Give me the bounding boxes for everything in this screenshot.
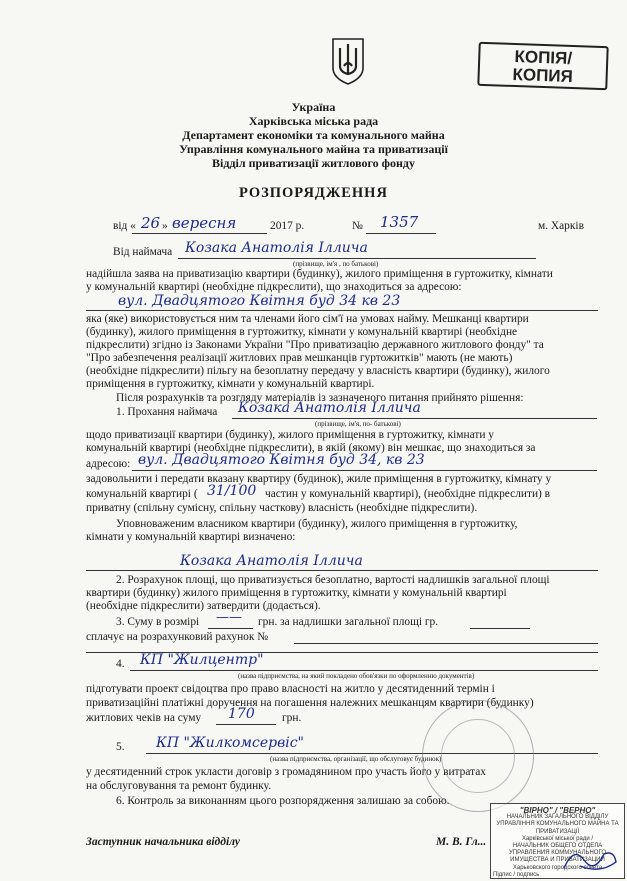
order-year: 2017 р.	[270, 220, 305, 232]
decision-intro: Після розрахунків та розгляду матеріалів із зазначеного питання прийнято рішення:	[116, 392, 524, 404]
verified-stamp-line3: Харківської міської ради /	[521, 835, 594, 842]
verified-stamp-line2: УПРАВЛІННЯ КОМУНАЛЬНОГО МАЙНА ТА ПРИВАТИЗАЦІЇ	[496, 821, 619, 835]
signature-position: Заступник начальника відділу	[86, 836, 241, 848]
para1-line1: надійшла заява на приватизацію квартири (будинку), жилого приміщення в гуртожитку, кімнати	[86, 268, 553, 280]
item1-addr-label: адресою:	[86, 458, 131, 470]
para2-line4: "Про забезпечення реалізації житлових прав мешканців гуртожитків" мають (не мають)	[86, 352, 513, 364]
item1-line1: щодо приватизації квартири (будинку), жилого приміщення в гуртожитку, кімнати у	[86, 429, 494, 441]
item3-hand: ——	[216, 610, 242, 625]
item1-line2: комунальній квартирі (необхідне підкреслити), в якій (якому) він мешкає, що знаходиться за	[86, 442, 536, 454]
para2-line1: яка (яке) використовується ним та членами його сім'ї на умовах найму. Мешканці квартири	[86, 313, 529, 325]
item1-share: 31/100	[207, 483, 257, 499]
item5-line2: на обслуговування та ремонт будинку.	[86, 780, 271, 792]
header-management: Управління комунального майна та приватизації	[179, 142, 448, 156]
owner-line1: Уповноваженим власником квартири (будинку), жилого приміщення в гуртожитку,	[116, 518, 518, 530]
owner-name: Козака Анатолія Іллича	[180, 553, 363, 569]
item3-line2: сплачує на розрахунковий рахунок №	[86, 631, 269, 643]
item5-hand: КП "Жилкомсервіс"	[156, 735, 304, 751]
item4-sum-pre: житлових чеків на суму	[86, 712, 202, 724]
order-number-label: №	[352, 220, 363, 232]
item4-line2: приватизаційні платіжні доручення на погашення належних мешканцям квартири (будинку)	[86, 697, 534, 709]
from-caption: (прізвище, ім'я , по батькові)	[293, 260, 379, 268]
handwritten-signature-icon	[560, 840, 620, 876]
item1-line3: задовольнити і передати вказану квартиру (будинок), жиле приміщення в гуртожитку, кімнату у	[86, 473, 552, 485]
verified-stamp-line7: Підпис / подпись	[493, 871, 540, 878]
item4-line1: підготувати проект свідоцтва про право власності на житло у десятиденний термін і	[86, 683, 495, 695]
item5-line1: у десятиденний строк укласти договір з громадянином про участь його у витратах	[86, 766, 486, 778]
item2-line2: квартири (будинку) жилого приміщення в гуртожитку, кімнати у комунальній квартирі	[86, 587, 507, 599]
order-day: 26	[141, 214, 161, 232]
header-country: Україна	[291, 100, 336, 114]
verified-stamp-line5: УПРАВЛЕНИЯ КОММУНАЛЬНОГО ИМУЩЕСТВА И ПРИВАТИЗАЦИИ	[508, 850, 607, 864]
copy-stamp	[477, 42, 608, 91]
round-seal	[422, 700, 534, 812]
item4-num: 4.	[116, 658, 125, 670]
order-date-mid: »	[162, 220, 168, 232]
from-name: Козака Анатолія Іллича	[185, 240, 368, 256]
item1-name: Козака Анатолія Іллича	[238, 400, 421, 416]
item1-share-post: частин у комунальній квартирі), (необхідне підкреслити) в	[265, 488, 551, 500]
owner-line2: кімнати у комунальній квартирі визначено:	[86, 531, 296, 543]
header-council: Харківська міська рада	[248, 114, 379, 128]
item4-sum: 170	[228, 706, 255, 722]
item3-post: грн. за надлишки загальної площі гр.	[258, 616, 439, 628]
para2-line3: підкреслити) згідно із Законами України "Про приватизацію державного житлового фонду" та	[86, 339, 544, 351]
header-department: Департамент економіки та комунального майна	[182, 128, 445, 142]
item1-caption: (прізвище, ім'я, по- батькові)	[315, 420, 401, 428]
item3-pre: 3. Суму в розмірі	[116, 616, 200, 628]
verified-stamp-title: "ВІРНО" / "ВЕРНО"	[519, 806, 596, 815]
item1-line4: приватну (спільну сумісну, спільну часткову) власність (необхідне підкреслити).	[86, 502, 478, 514]
copy-stamp-line2: КОПИЯ	[512, 64, 574, 87]
from-label: Від наймача	[113, 246, 173, 258]
item1-share-pre: комунальній квартирі (	[86, 488, 198, 500]
item1-addr: вул. Двадцятого Квітня буд 34, кв 23	[138, 452, 425, 468]
order-date-prefix: від «	[113, 220, 136, 232]
item4-hand: КП "Жилцентр"	[140, 652, 264, 668]
para2-line5: (необхідне підкреслити) пільгу на безоплатну передачу у власність квартири (будинку), жилого	[86, 365, 550, 377]
item1-label: 1. Прохання наймача	[116, 406, 218, 418]
verified-stamp-line1: НАЧАЛЬНИК ЗАГАЛЬНОГО ВІДДІЛУ	[506, 814, 609, 821]
address-hand: вул. Двадцятого Квітня буд 34 кв 23	[118, 293, 401, 309]
order-number: 1357	[380, 213, 419, 231]
verified-stamp-line4: НАЧАЛЬНИК ОБЩЕГО ОТДЕЛА	[512, 843, 603, 850]
item6: 6. Контроль за виконанням цього розпорядження залишаю за собою.	[116, 795, 450, 807]
item4-sum-post: грн.	[282, 712, 302, 724]
item5-caption: (назва підприємства, організації, що обслуговує будинок)	[270, 755, 442, 763]
signature-name: М. В. Гл...	[436, 836, 487, 848]
order-city: м. Харків	[538, 220, 584, 232]
trident-emblem-icon	[330, 36, 366, 86]
para2-line2: (будинку), жилого приміщення в гуртожитку, кімнати у комунальній квартирі (необхідне	[86, 326, 518, 338]
item4-caption: (назва підприємства, на який покладено обов'язки по оформленню документів)	[238, 672, 475, 680]
item2-line3: (необхідне підкреслити) затвердити (додається).	[86, 600, 321, 612]
item2-line1: 2. Розрахунок площі, що приватизується безоплатно, вартості надлишків загальної площі	[116, 574, 550, 586]
copy-stamp-line1: КОПІЯ/	[514, 47, 573, 69]
para2-line6: приміщення в гуртожитку, кімнати у комунальній квартирі.	[86, 378, 375, 390]
order-month: вересня	[172, 214, 237, 232]
verified-stamp-line6: Харьковского городского совета	[512, 864, 603, 871]
header-division: Відділ приватизації житлового фонду	[212, 156, 415, 170]
document-title: РОЗПОРЯДЖЕННЯ	[239, 185, 388, 201]
item5-num: 5.	[116, 741, 125, 753]
para1-line2: у комунальній квартирі (необхідне підкреслити), що знаходиться за адресою:	[86, 281, 462, 293]
